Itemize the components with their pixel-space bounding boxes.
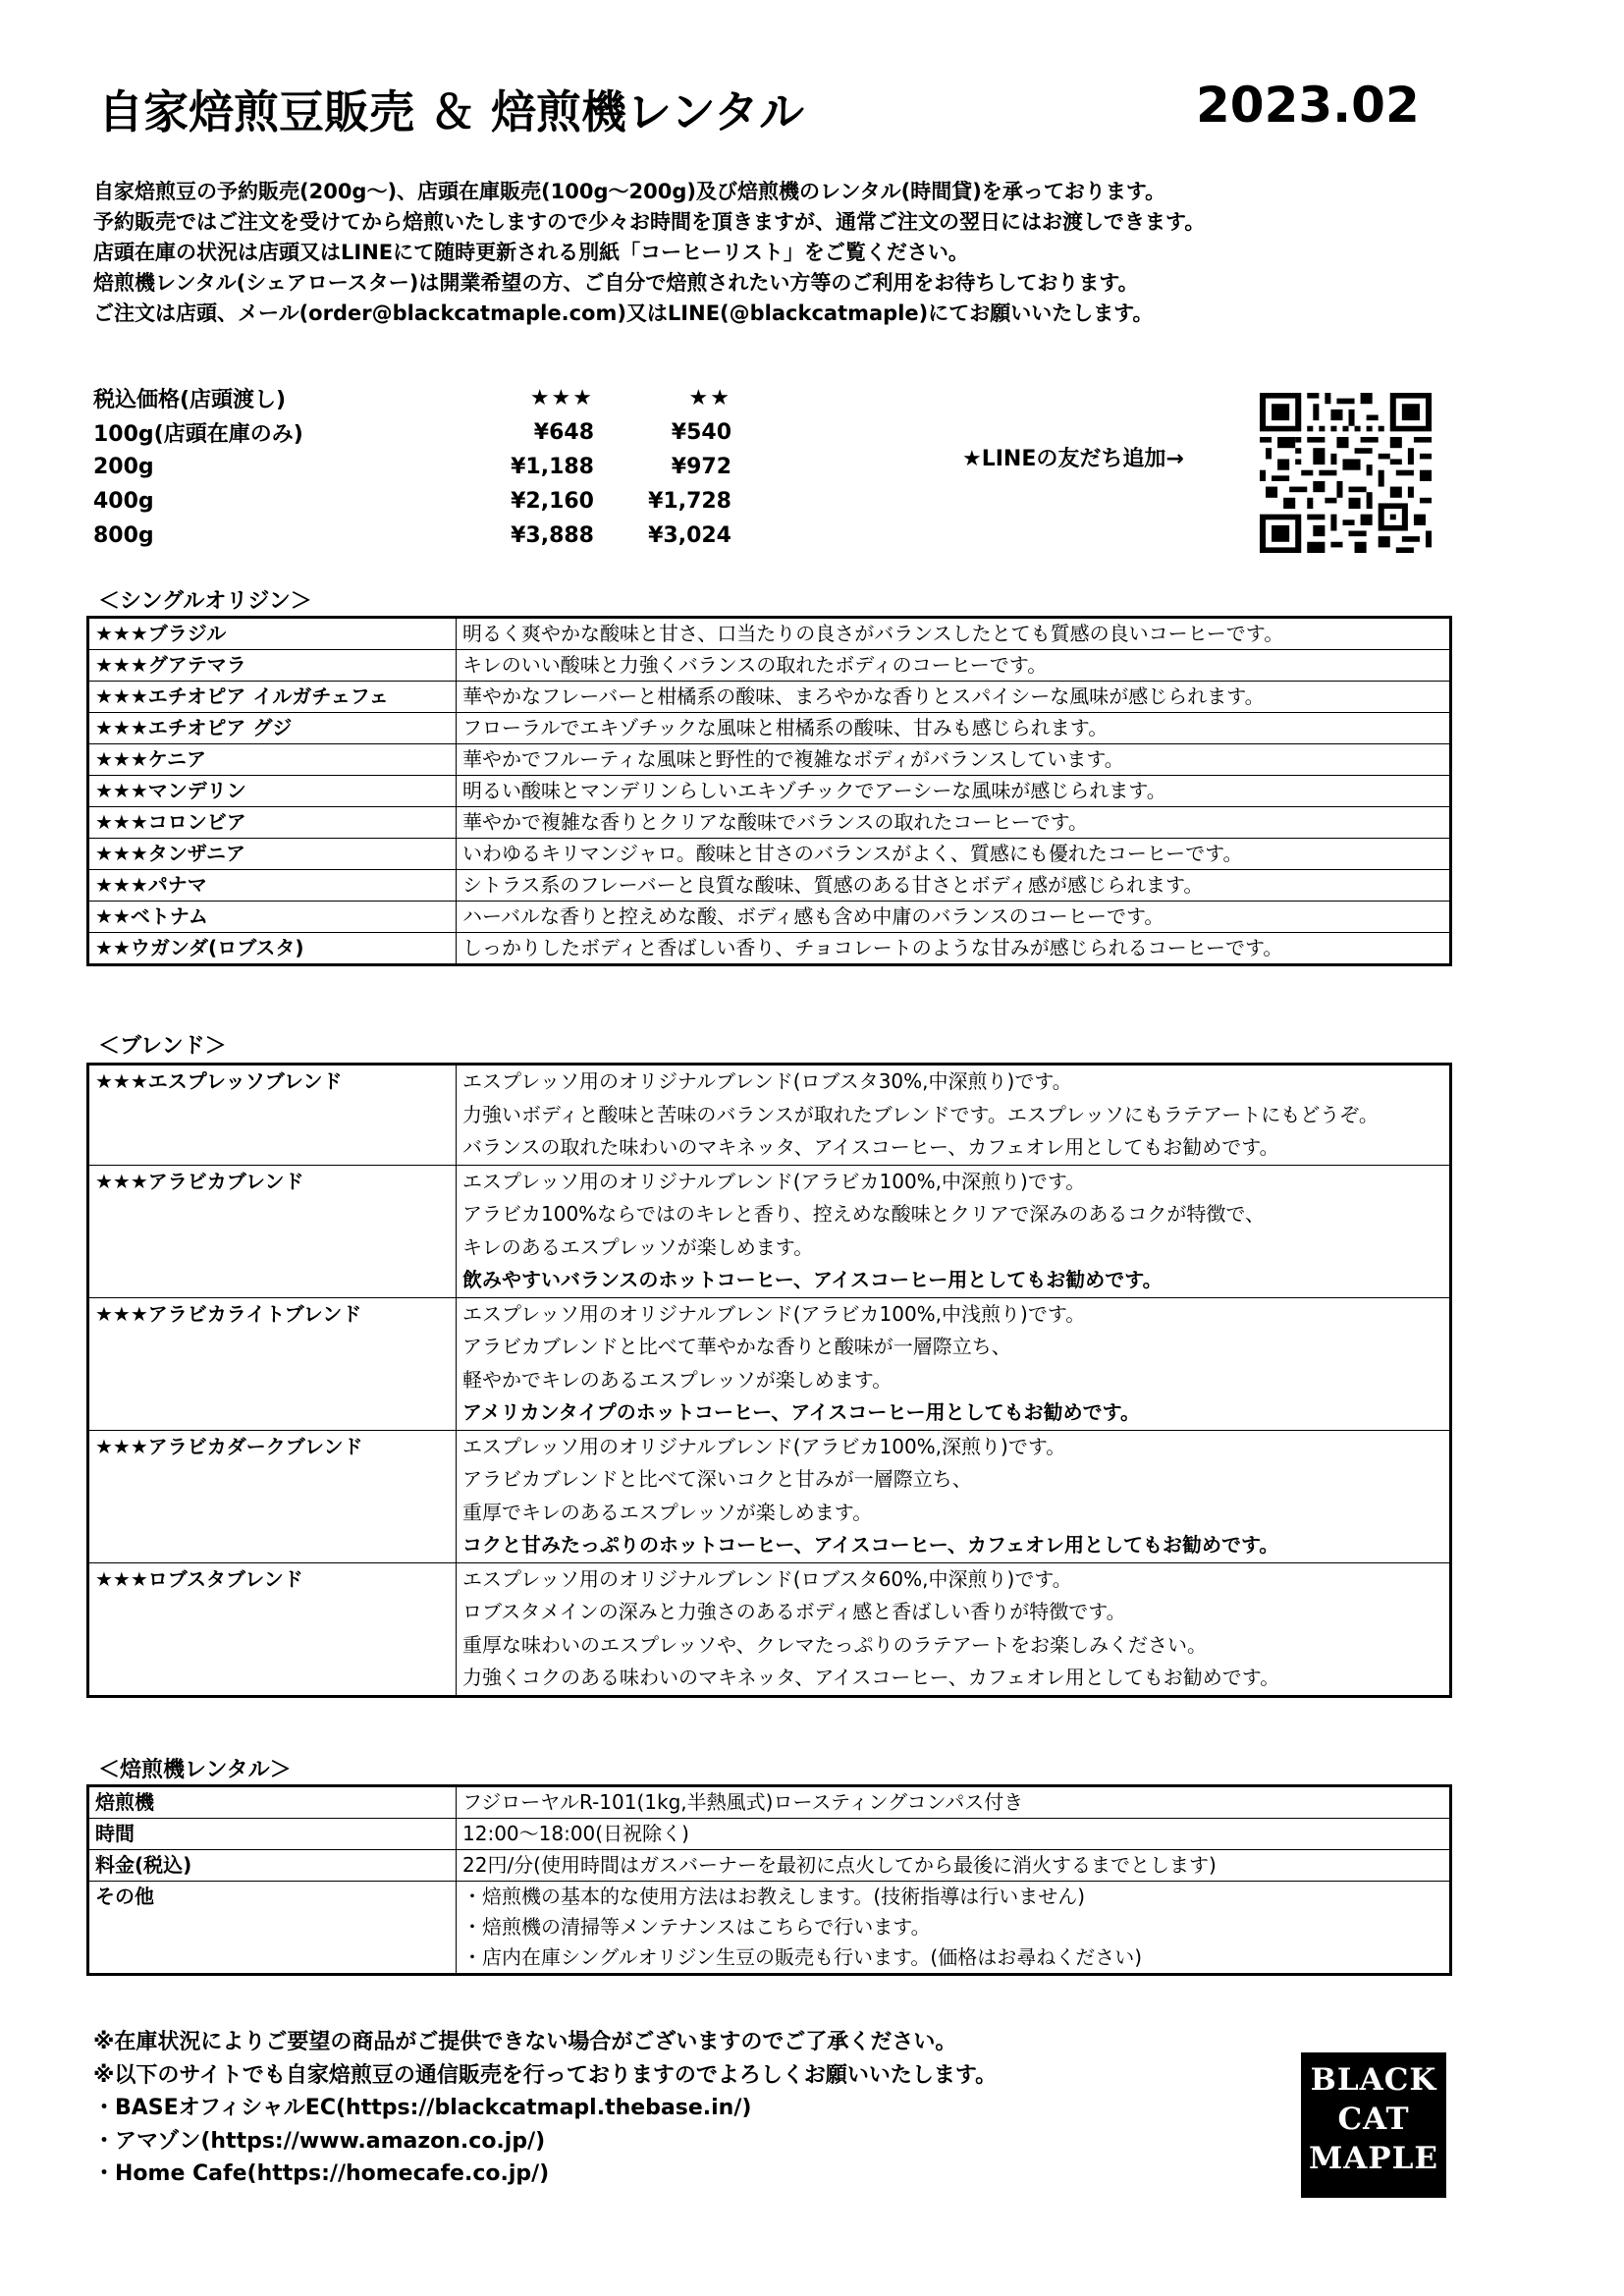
price-three-star: ¥2,160 (511, 489, 594, 514)
blend-description-line: アメリカンタイプのホットコーヒー、アイスコーヒー用としてもお勧めです。 (462, 1400, 1140, 1424)
single-origin-row (88, 807, 1451, 839)
coffee-name: ★★★コロンビア (88, 807, 457, 839)
single-origin-row (88, 682, 1451, 713)
price-weight: 800g (93, 523, 154, 548)
coffee-description: 明るい酸味とマンデリンらしいエキゾチックでアーシーな風味が感じられます。 (457, 776, 1451, 807)
footer-link-amazon[interactable]: ・アマゾン(https://www.amazon.co.jp/) (93, 2128, 546, 2154)
blend-name (88, 1065, 457, 1166)
blend-description-line: バランスの取れた味わいのマキネッタ、アイスコーヒー、カフェオレ用としてもお勧めです。 (462, 1135, 1279, 1159)
blend-description-line: エスプレッソ用のオリジナルブレンド(ロブスタ60%,中深煎り)です。 (462, 1566, 1072, 1591)
blend-name-text: ★★★ロブスタブレンド (95, 1566, 303, 1591)
logo-line: CAT (1337, 2102, 1410, 2137)
blend-row (88, 1065, 1451, 1166)
price-row (93, 519, 761, 553)
coffee-name: ★★★パナマ (88, 870, 457, 902)
blend-description-line: ロブスタメインの深みと力強さのあるボディ感と香ばしい香りが特徴です。 (462, 1600, 1126, 1623)
price-row (93, 484, 761, 519)
blend-name (88, 1297, 457, 1430)
blend-name (88, 1430, 457, 1562)
rental-row (88, 1882, 1451, 1975)
price-weight: 100g(店頭在庫のみ) (93, 422, 303, 447)
coffee-description: フローラルでエキゾチックな風味と柑橘系の酸味、甘みも感じられます。 (457, 713, 1451, 744)
single-origin-table (86, 616, 1452, 966)
coffee-description: 華やかで複雑な香りとクリアな酸味でバランスの取れたコーヒーです。 (457, 807, 1451, 839)
single-origin-title: ＜シングルオリジン＞ (98, 589, 312, 614)
blend-description-line: キレのあるエスプレッソが楽しめます。 (462, 1234, 814, 1259)
coffee-description: 華やかでフルーティな風味と野性的で複雑なボディがバランスしています。 (457, 744, 1451, 776)
blend-row (88, 1562, 1451, 1696)
blend-description-line: コクと甘みたっぷりのホットコーヒー、アイスコーヒー、カフェオレ用としてもお勧めです。 (462, 1533, 1279, 1557)
coffee-description: 華やかなフレーバーと柑橘系の酸味、まろやかな香りとスパイシーな風味が感じられます。 (457, 682, 1451, 713)
blend-description-line: 力強いボディと酸味と苦味のバランスが取れたブレンドです。エスプレッソにもラテアートにもどうぞ。 (462, 1102, 1379, 1126)
line-qr-code[interactable] (1260, 393, 1432, 553)
coffee-description: シトラス系のフレーバーと良質な酸味、質感のある甘さとボディ感が感じられます。 (457, 870, 1451, 902)
price-two-star: ¥3,024 (648, 523, 731, 548)
rental-item-label: その他 (95, 1885, 154, 1908)
blend-description-line: 力強くコクのある味わいのマキネッタ、アイスコーヒー、カフェオレ用としてもお勧めです。 (462, 1666, 1280, 1689)
single-origin-row (88, 650, 1451, 682)
blend-description-line: エスプレッソ用のオリジナルブレンド(アラビカ100%,中浅煎り)です。 (462, 1301, 1086, 1326)
coffee-description: ハーバルな香りと控えめな酸、ボディ感も含め中庸のバランスのコーヒーです。 (457, 902, 1451, 933)
blend-name (88, 1562, 457, 1696)
price-row (93, 415, 761, 450)
intro-line: 予約販売ではご注文を受けてから焙煎いたしますので少々お時間を頂きますが、通常ご注文の翌日にはお渡しできます。 (93, 210, 1206, 234)
logo-line: BLACK (1310, 2062, 1437, 2098)
price-two-star: ¥1,728 (648, 489, 731, 514)
blend-name-text: ★★★アラビカライトブレンド (95, 1301, 362, 1326)
coffee-description: 明るく爽やかな酸味と甘さ、口当たりの良さがバランスしたとても質感の良いコーヒーです。 (457, 618, 1451, 650)
rental-row (88, 1819, 1451, 1850)
price-three-star: ¥1,188 (511, 455, 594, 479)
rental-row (88, 1786, 1451, 1819)
coffee-name: ★★★グアテマラ (88, 650, 457, 682)
intro-line: 自家焙煎豆の予約販売(200g～)、店頭在庫販売(100g～200g)及び焙煎機のレンタル(時間貸)を承っております。 (93, 180, 1166, 203)
footer-note: ※在庫状況によりご要望の商品がご提供できない場合がございますのでご了承ください。 (93, 2030, 957, 2054)
price-three-star: ¥3,888 (511, 523, 594, 548)
blend-name (88, 1165, 457, 1297)
blend-description-line: アラビカ100%ならではのキレと香り、控えめな酸味とクリアで深みのあるコクが特徴で、 (462, 1202, 1265, 1226)
single-origin-row (88, 933, 1451, 965)
footer-link-base[interactable]: ・BASEオフィシャルEC(https://blackcatmapl.thebase.in/) (93, 2096, 752, 2120)
blend-row (88, 1430, 1451, 1562)
blend-description-line: アラビカブレンドと比べて華やかな香りと酸味が一層際立ち、 (462, 1335, 1011, 1358)
blend-description-line: エスプレッソ用のオリジナルブレンド(アラビカ100%,深煎り)です。 (462, 1434, 1066, 1458)
price-two-star: ¥972 (671, 455, 731, 479)
blend-description (457, 1562, 1451, 1696)
rental-detail (457, 1850, 1451, 1882)
footer-link-homecafe[interactable]: ・Home Cafe(https://homecafe.co.jp/) (93, 2161, 550, 2186)
rental-detail (457, 1882, 1451, 1975)
blend-name-text: ★★★エスプレッソブレンド (95, 1069, 343, 1093)
coffee-name: ★★ベトナム (88, 902, 457, 933)
intro-line: ご注文は店頭、メール(order@blackcatmaple.com)又はLINE(@blackcatmaple)にてお願いいたします。 (93, 301, 1154, 325)
price-two-star: ¥540 (671, 420, 731, 445)
coffee-name: ★★★ブラジル (88, 618, 457, 650)
price-table (93, 381, 761, 553)
rental-detail (457, 1786, 1451, 1819)
blend-description-line: 重厚でキレのあるエスプレッソが楽しめます。 (462, 1500, 873, 1524)
rental-detail-line: 22円/分(使用時間はガスバーナーを最初に点火してから最後に消火するまでとします) (462, 1853, 1217, 1877)
single-origin-row (88, 618, 1451, 650)
rental-title: ＜焙煎機レンタル＞ (98, 1758, 292, 1782)
single-origin-row (88, 839, 1451, 870)
issue-date: 2023.02 (1196, 77, 1420, 134)
blend-description (457, 1297, 1451, 1430)
line-friend-prompt: ★LINEの友だち追加→ (962, 447, 1184, 471)
intro-line: 焙煎機レンタル(シェアロースター)は開業希望の方、ご自分で焙煎されたい方等のご利用をお待ちしております。 (93, 271, 1139, 295)
rental-detail-line: ・焙煎機の清掃等メンテナンスはこちらで行います。 (462, 1915, 931, 1939)
blend-description-line: 重厚な味わいのエスプレッソや、クレマたっぷりのラテアートをお楽しみください。 (462, 1632, 1207, 1657)
rental-row (88, 1850, 1451, 1882)
price-header-row (93, 381, 761, 415)
coffee-name: ★★★マンデリン (88, 776, 457, 807)
coffee-name: ★★ウガンダ(ロブスタ) (88, 933, 457, 965)
rental-detail-line: フジローヤルR-101(1kg,半熱風式)ロースティングコンパス付き (462, 1790, 1024, 1814)
price-row (93, 450, 761, 484)
rental-item (88, 1819, 457, 1850)
rental-item (88, 1850, 457, 1882)
coffee-description: いわゆるキリマンジャロ。酸味と甘さのバランスがよく、質感にも優れたコーヒーです。 (457, 839, 1451, 870)
logo-line: MAPLE (1308, 2141, 1439, 2176)
page-title: 自家焙煎豆販売 ＆ 焙煎機レンタル (98, 85, 805, 138)
coffee-name: ★★★エチオピア イルガチェフェ (88, 682, 457, 713)
coffee-name: ★★★タンザニア (88, 839, 457, 870)
blend-name-text: ★★★アラビカダークブレンド (95, 1434, 363, 1458)
rental-item (88, 1786, 457, 1819)
coffee-name: ★★★エチオピア グジ (88, 713, 457, 744)
coffee-description: キレのいい酸味と力強くバランスの取れたボディのコーヒーです。 (457, 650, 1451, 682)
rental-item (88, 1882, 457, 1975)
single-origin-row (88, 744, 1451, 776)
rental-table (86, 1784, 1452, 1976)
blend-description-line: アラビカブレンドと比べて深いコクと甘みが一層際立ち、 (462, 1467, 972, 1491)
blend-description-line: 軽やかでキレのあるエスプレッソが楽しめます。 (462, 1367, 893, 1392)
blend-row (88, 1297, 1451, 1430)
price-header-two-star: ★★ (688, 386, 731, 410)
price-header-label: 税込価格(店頭渡し) (93, 388, 287, 412)
rental-item-label: 焙煎機 (95, 1790, 154, 1814)
single-origin-row (88, 902, 1451, 933)
blend-description (457, 1430, 1451, 1562)
single-origin-row (88, 870, 1451, 902)
rental-detail-line: ・焙煎機の基本的な使用方法はお教えします。(技術指導は行いません) (462, 1885, 1086, 1908)
blend-title: ＜ブレンド＞ (98, 1034, 227, 1059)
footer-notes (93, 2026, 997, 2191)
blend-description-line: エスプレッソ用のオリジナルブレンド(アラビカ100%,中深煎り)です。 (462, 1169, 1086, 1193)
rental-item-label: 時間 (95, 1822, 135, 1845)
blend-row (88, 1165, 1451, 1297)
single-origin-row (88, 776, 1451, 807)
price-header-three-star: ★★★ (529, 386, 594, 410)
blend-description (457, 1065, 1451, 1166)
black-cat-maple-logo (1301, 2052, 1446, 2198)
blend-description-line: 飲みやすいバランスのホットコーヒー、アイスコーヒー用としてもお勧めです。 (462, 1268, 1163, 1291)
blend-table (86, 1063, 1452, 1698)
rental-detail (457, 1819, 1451, 1850)
blend-description (457, 1165, 1451, 1297)
coffee-description: しっかりしたボディと香ばしい香り、チョコレートのような甘みが感じられるコーヒーです。 (457, 933, 1451, 965)
blend-name-text: ★★★アラビカブレンド (95, 1169, 304, 1193)
blend-description-line: エスプレッソ用のオリジナルブレンド(ロブスタ30%,中深煎り)です。 (462, 1069, 1072, 1093)
intro-text (93, 177, 1488, 329)
coffee-name: ★★★ケニア (88, 744, 457, 776)
rental-item-label: 料金(税込) (95, 1853, 192, 1877)
single-origin-row (88, 713, 1451, 744)
intro-line: 店頭在庫の状況は店頭又はLINEにて随時更新される別紙「コーヒーリスト」をご覧ください。 (93, 241, 969, 264)
price-weight: 200g (93, 455, 154, 479)
price-three-star: ¥648 (533, 420, 594, 445)
rental-detail-line: ・店内在庫シングルオリジン生豆の販売も行います。(価格はお尋ねください) (462, 1945, 1143, 1969)
rental-detail-line: 12:00～18:00(日祝除く) (462, 1822, 689, 1845)
price-weight: 400g (93, 489, 154, 514)
footer-note: ※以下のサイトでも自家焙煎豆の通信販売を行っておりますのでよろしくお願いいたします。 (93, 2062, 998, 2088)
